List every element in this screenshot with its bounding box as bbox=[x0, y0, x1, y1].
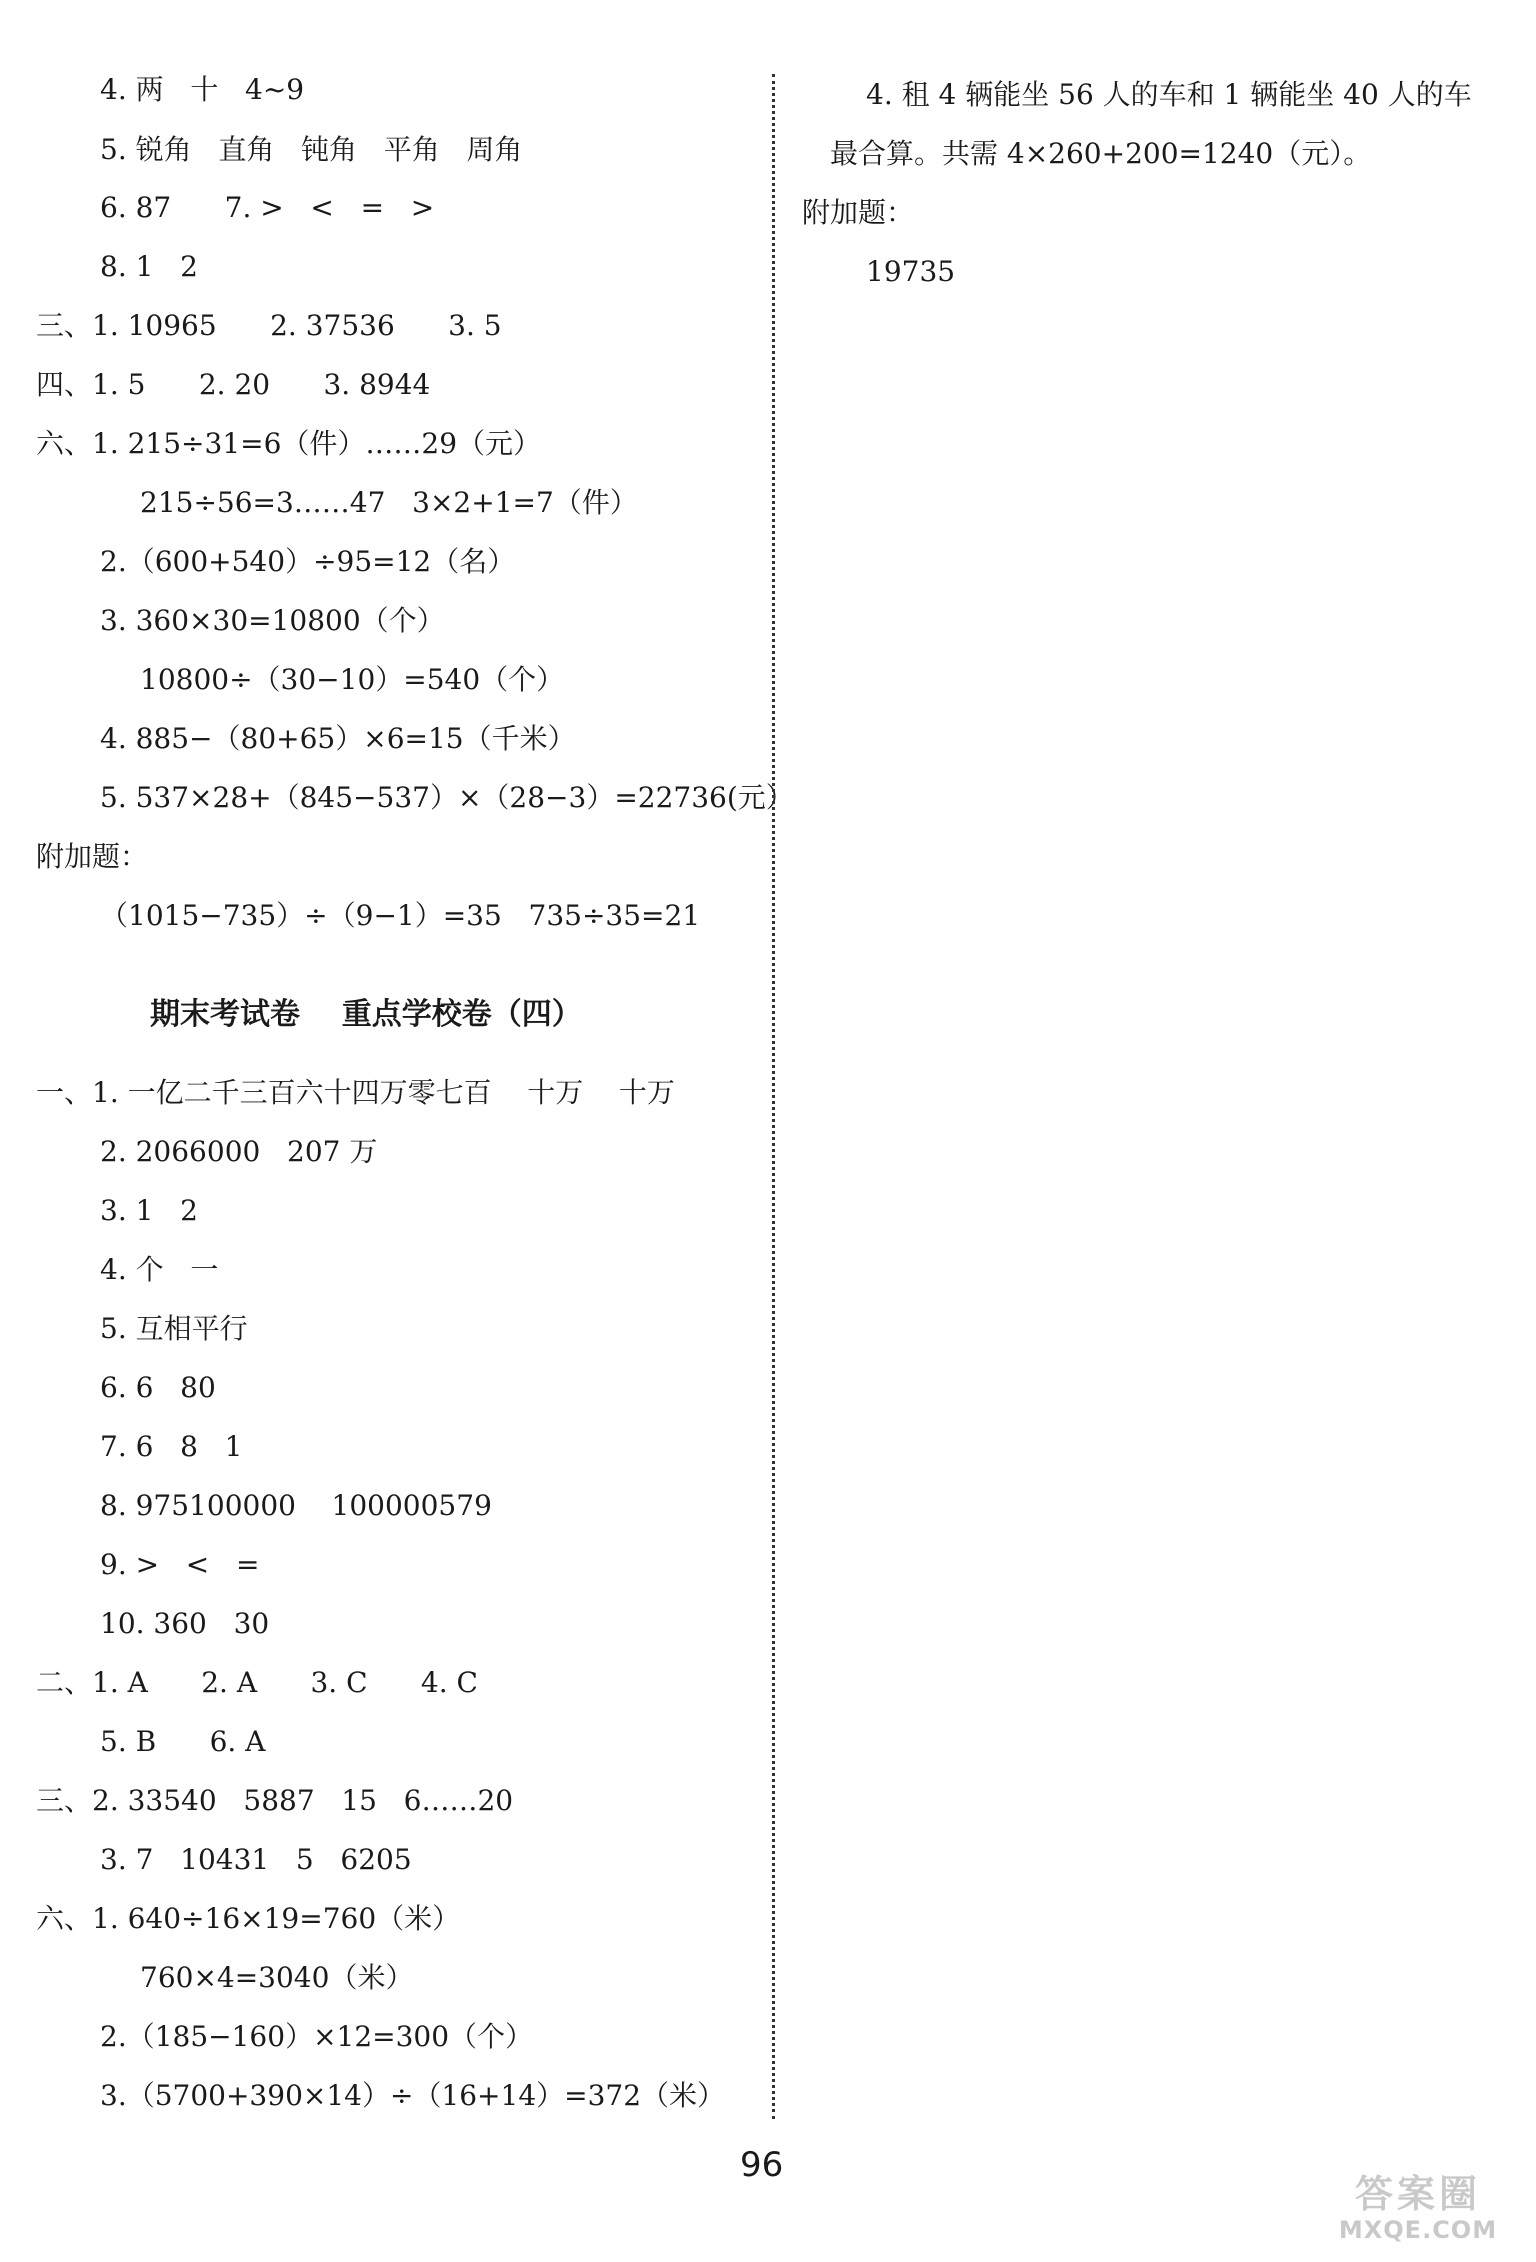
answer-line: 4. 885−（80+65）×6=15（千米） bbox=[100, 722, 576, 755]
answer-line: 8. 1 2 bbox=[100, 250, 198, 283]
answer-line: 6. 6 80 bbox=[100, 1371, 216, 1404]
answer-line: 5. 锐角 直角 钝角 平角 周角 bbox=[100, 133, 523, 166]
watermark-top: 答案圈 bbox=[1354, 2172, 1481, 2216]
answer-line: 2.（185−160）×12=300（个） bbox=[100, 2020, 534, 2053]
answer-line: 3. 1 2 bbox=[100, 1194, 198, 1227]
answer-line: 三、2. 33540 5887 15 6……20 bbox=[36, 1784, 514, 1817]
answer-line: 19735 bbox=[866, 255, 956, 288]
answer-line: 3.（5700+390×14）÷（16+14）=372（米） bbox=[100, 2079, 726, 2112]
answer-line: 10. 360 30 bbox=[100, 1607, 270, 1640]
answer-line: 5. B 6. A bbox=[100, 1725, 266, 1758]
answer-line: 一、1. 一亿二千三百六十四万零七百 十万 十万 bbox=[36, 1076, 675, 1109]
supplement-label: 附加题： bbox=[36, 840, 149, 873]
answer-line: 7. 6 8 1 bbox=[100, 1430, 243, 1463]
answer-line: 二、1. A 2. A 3. C 4. C bbox=[36, 1666, 478, 1699]
answer-line: 2. 2066000 207 万 bbox=[100, 1135, 378, 1168]
watermark-bottom: MXQE.COM bbox=[1338, 2216, 1498, 2244]
answer-line: 8. 975100000 100000579 bbox=[100, 1489, 492, 1522]
answer-line: 4. 租 4 辆能坐 56 人的车和 1 辆能坐 40 人的车 bbox=[866, 78, 1472, 111]
answer-line: 4. 两 十 4~9 bbox=[100, 73, 305, 106]
supplement-label: 附加题： bbox=[802, 196, 915, 229]
answer-line: 3. 360×30=10800（个） bbox=[100, 604, 445, 637]
answer-line: 最合算。共需 4×260+200=1240（元）。 bbox=[830, 137, 1372, 170]
answer-line: 6. 87 7. > < = > bbox=[100, 191, 435, 224]
answer-line: 760×4=3040（米） bbox=[140, 1961, 414, 1994]
answer-line: 四、1. 5 2. 20 3. 8944 bbox=[36, 368, 431, 401]
page-number: 96 bbox=[740, 2145, 784, 2185]
column-divider bbox=[772, 74, 775, 2119]
answer-line: 2.（600+540）÷95=12（名） bbox=[100, 545, 516, 578]
answer-line: 5. 互相平行 bbox=[100, 1312, 248, 1345]
answer-line: 5. 537×28+（845−537）×（28−3）=22736(元） bbox=[100, 781, 794, 814]
section-title: 期末考试卷 重点学校卷（四） bbox=[150, 997, 582, 1032]
answer-line: 三、1. 10965 2. 37536 3. 5 bbox=[36, 309, 502, 342]
answer-line: 3. 7 10431 5 6205 bbox=[100, 1843, 412, 1876]
answer-line: 9. > < = bbox=[100, 1548, 260, 1581]
watermark-logo bbox=[1318, 2172, 1518, 2252]
answer-line: 10800÷（30−10）=540（个） bbox=[140, 663, 565, 696]
answer-line: 215÷56=3……47 3×2+1=7（件） bbox=[140, 486, 638, 519]
answer-line: 4. 个 一 bbox=[100, 1253, 219, 1286]
answer-line: 六、1. 640÷16×19=760（米） bbox=[36, 1902, 461, 1935]
answer-line: 六、1. 215÷31=6（件）……29（元） bbox=[36, 427, 542, 460]
answer-line: （1015−735）÷（9−1）=35 735÷35=21 bbox=[100, 899, 701, 932]
